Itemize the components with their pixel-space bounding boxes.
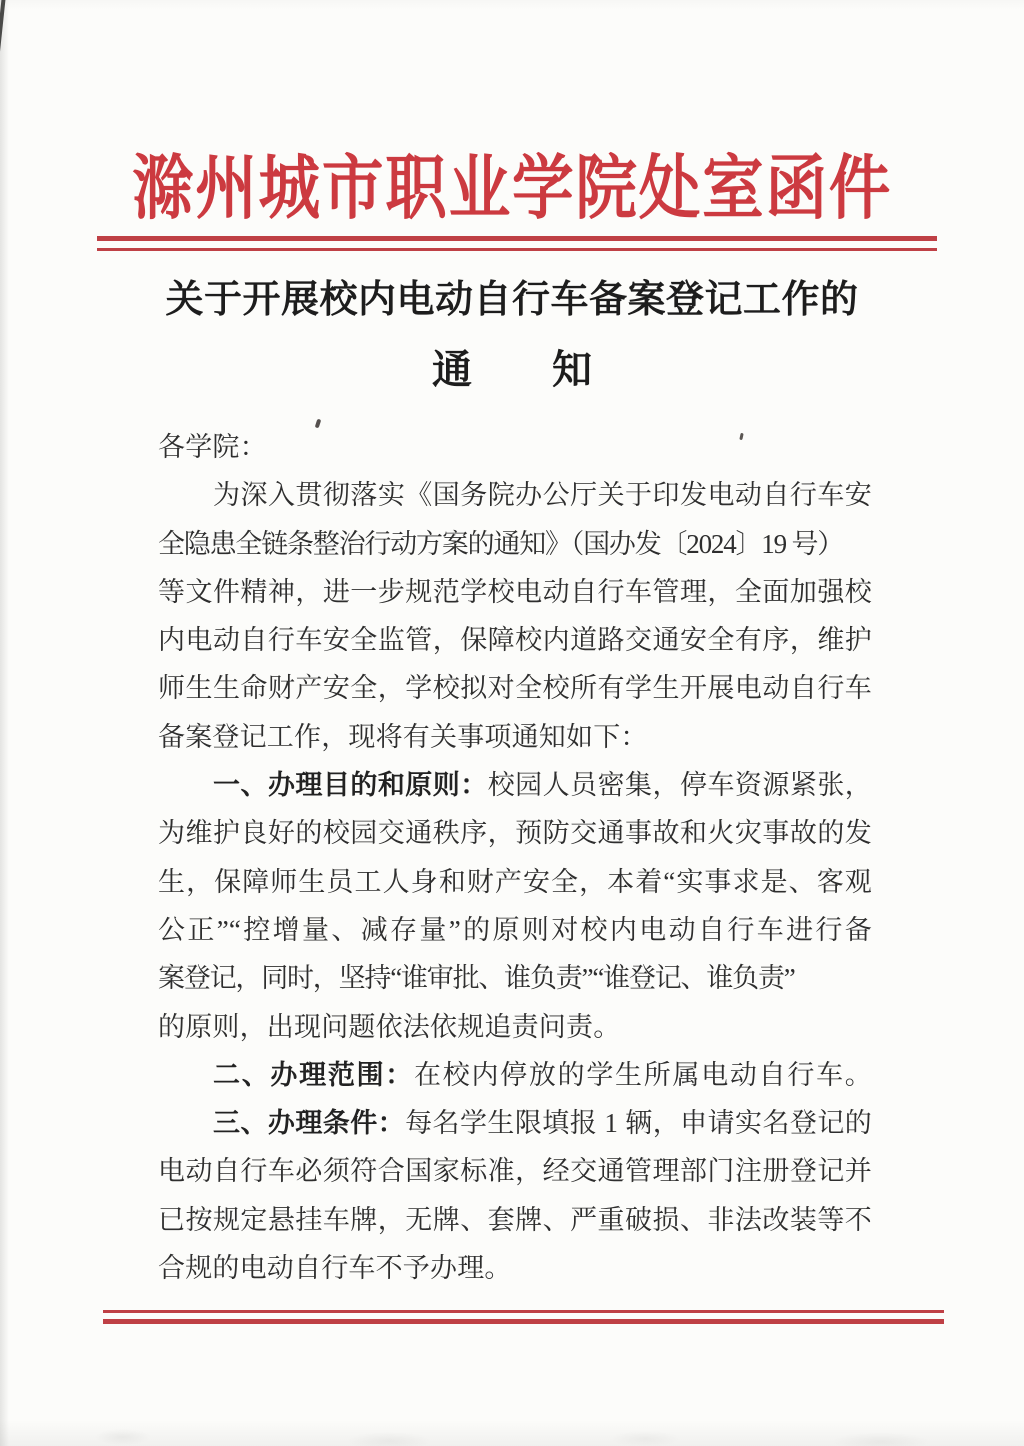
body-text: 全隐患全链条整治行动方案的通知》（国办发〔2024〕19 号） [158,528,844,559]
body-text: 电动自行车必须符合国家标准，经交通管理部门注册登记并 [158,1156,872,1187]
body-line [158,1051,872,1099]
body-text: 案登记，同时，坚持“谁审批、谁负责”“谁登记、谁负责” [158,963,795,994]
body-text: 备案登记工作，现将有关事项通知如下： [158,721,648,752]
body-text: 在校内停放的学生所属电动自行车。 [414,1059,872,1090]
letterhead-title [0,150,1024,236]
body-line [158,761,872,809]
scan-artifact-bottom-noise [0,1386,1024,1446]
body-line [158,713,872,761]
body-text: 合规的电动自行车不予办理。 [158,1253,512,1284]
footer-rule-thick [103,1319,944,1324]
body-line [158,1099,872,1147]
scan-artifact-corner-line [0,0,6,52]
body-line [158,568,872,616]
body-line [158,520,872,568]
body-text: 的原则，出现问题依法依规追责问责。 [158,1011,621,1042]
body-text: 每名学生限填报 1 辆，申请实名登记的 [405,1108,872,1139]
section-heading: 二、办理范围： [213,1059,415,1090]
body-text: 为深入贯彻落实《国务院办公厅关于印发电动自行车安 [213,480,872,511]
footer-rule-thin [103,1310,944,1313]
body-line [158,954,872,1002]
body-line [158,1147,872,1195]
body-line [158,423,872,471]
body-text: 师生生命财产安全，学校拟对全校所有学生开展电动自行车 [158,673,872,704]
header-rule-thick [97,236,937,241]
body-text: 生，保障师生员工人身和财产安全，本着“实事求是、客观 [158,866,872,897]
body-line [158,1003,872,1051]
body-text: 公正”“控增量、减存量”的原则对校内电动自行车进行备 [158,914,872,945]
body-line [158,1244,872,1292]
body-line [158,906,872,954]
body-text: 为维护良好的校园交通秩序，预防交通事故和火灾事故的发 [158,818,872,849]
notice-title-line1: 关于开展校内电动自行车备案登记工作的 [165,279,859,321]
header-rule-thin [97,248,937,251]
letterhead-title-text: 滁州城市职业学院处室函件 [131,151,893,228]
body-line [158,471,872,519]
body-line [158,809,872,857]
body-line [158,616,872,664]
body-line [158,1196,872,1244]
body-text: 已按规定悬挂车牌，无牌、套牌、严重破损、非法改装等不 [158,1204,872,1235]
section-heading: 一、办理目的和原则： [213,770,488,801]
body-text: 内电动自行车安全监管，保障校内道路交通安全有序，维护 [158,625,872,656]
body-text: 各学院： [158,432,267,462]
notice-title-line2: 通 知 [432,347,592,392]
notice-body [158,423,872,1292]
section-heading: 三、办理条件： [213,1108,406,1139]
body-text: 等文件精神，进一步规范学校电动自行车管理，全面加强校 [158,576,872,607]
body-text: 校园人员密集，停车资源紧张， [487,770,872,801]
body-line [158,664,872,712]
body-line [158,858,872,906]
